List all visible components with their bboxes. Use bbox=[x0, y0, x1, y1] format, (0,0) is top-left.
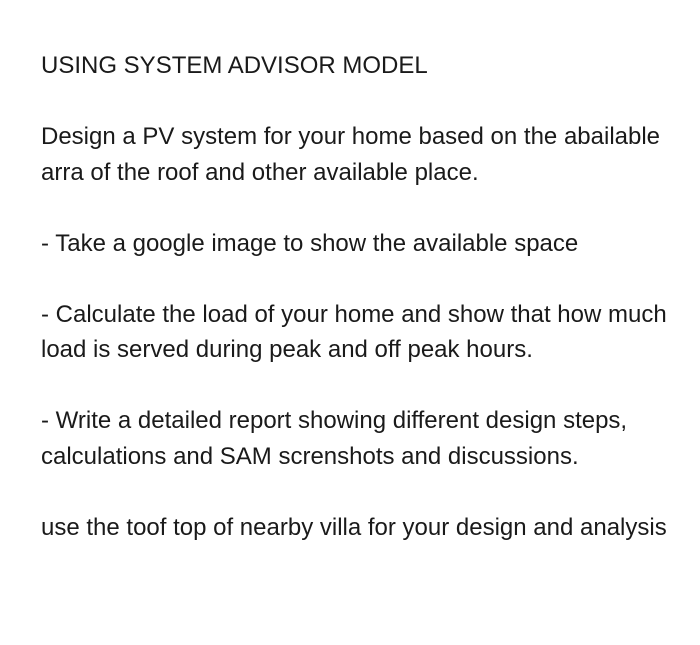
document-body bbox=[41, 48, 681, 581]
paragraph-use-rooftop: use the toof top of nearby villa for your design and analysis bbox=[41, 513, 667, 541]
paragraph-write-report: - Write a detailed report showing different design steps, calculations and SAM screnshots and discussions. bbox=[41, 407, 628, 470]
paragraph-google-image: - Take a google image to show the available space bbox=[41, 229, 579, 257]
document-title: USING SYSTEM ADVISOR MODEL bbox=[41, 52, 428, 79]
paragraph-design-task: Design a PV system for your home based on the abailable arra of the roof and other available place. bbox=[41, 123, 661, 186]
paragraph-calculate-load: - Calculate the load of your home and show that how much load is served during peak and off peak hours. bbox=[41, 300, 667, 363]
